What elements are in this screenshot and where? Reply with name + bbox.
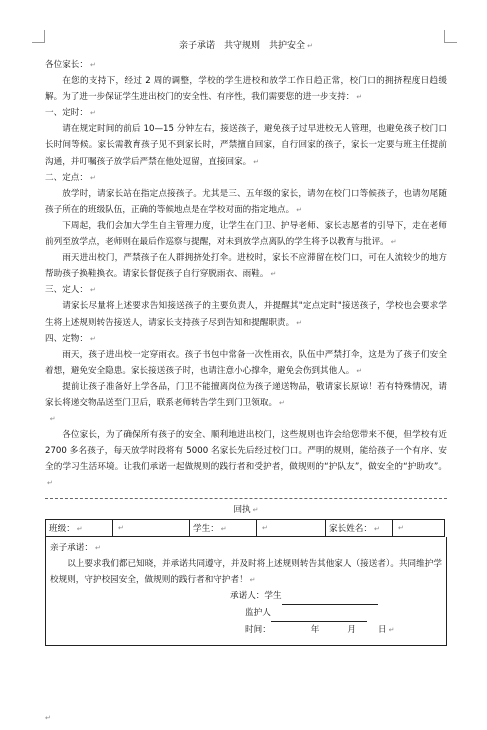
parent-label: 家长姓名： ↵ [326,519,393,536]
time-row: 时间： 年 月 日 ↵ [245,624,395,635]
receipt-table [45,519,445,537]
student-label: 学生： ↵ [190,519,257,536]
section-paragraph: 下周起，我们会加大学生自主管理力度，让学生在门卫、护导老师、家长志愿者的引导下，走在老师前列至放学点，老师则在最后作巡察与提醒，对未到放学点离队的学生将予以教育与批评。 ↵ [45,220,447,248]
guardian-field[interactable] [271,612,367,622]
promise-box [45,537,447,646]
section-heading: 三、定人： ↵ [45,285,96,296]
student-field[interactable]: ↵ [257,519,326,536]
salutation: 各位家长： ↵ [45,60,96,70]
section-heading: 二、定点： ↵ [45,172,96,183]
empty-line: ↵ [49,415,56,424]
cut-line [45,498,447,499]
receipt-title: 回执 ↵ [233,504,259,515]
signer-field[interactable] [282,595,378,605]
section-paragraph: 放学时，请家长站在指定点接孩子。尤其是三、五年级的家长，请勿在校门口等候孩子，也请勿尾随孩子所在的班级队伍，正确的等候地点是在学校对面的指定地点。 ↵ [45,188,447,215]
class-label: 班级： ↵ [46,519,113,536]
crop-mark-top-left [32,30,45,43]
section-paragraph: 雨天，孩子进出校一定穿雨衣。孩子书包中常备一次性雨衣，队伍中严禁打伞，这是为了孩子们安全着想，避免安全隐患。家长接送孩子时，也请注意小心撑伞，避免会伤到其他人。 ↵ [45,349,447,376]
end-mark: ↵ [45,714,51,722]
section-heading: 一、定时： ↵ [45,108,96,119]
guardian-row: 监护人 [50,605,442,622]
promise-label: 亲子承诺： ↵ [50,542,101,553]
class-field[interactable]: ↵ [113,519,190,536]
document-title: 亲子承诺 共守规则 共护安全 ↵ [179,41,313,51]
document-body [45,38,447,646]
section-paragraph: 请家长尽量将上述要求告知接送孩子的主要负责人，并提醒其"定点定时"接送孩子，学校也会要求学生将上述规则转告接送人，请家长支持孩子尽到告知和提醒职责。 ↵ [45,301,447,328]
section-paragraph: 雨天进出校门，严禁孩子在人群拥挤处打伞。进校时，家长不应滞留在校门口，可在人流较少的地方帮助孩子换鞋换衣。请家长督促孩子自行穿脱雨衣、雨鞋。 ↵ [45,253,447,280]
intro-paragraph: 在您的支持下，经过 2 周的调整，学校的学生进校和放学工作日趋正常，校门口的拥挤程度日趋缓解。为了进一步保证学生进出校门的安全性、有序性，我们需要您的进一步支持： ↵ [45,76,447,103]
signer-row: 承诺人：学生 [50,588,442,605]
section-paragraph: 提前让孩子准备好上学各品，门卫不能擅离岗位为孩子递送物品，敬请家长原谅！若有特殊情况，请家长将递交物品送至门卫后，联系老师转告学生到门卫领取。 ↵ [45,381,447,408]
promise-text: 以上要求我们都已知晓，并承诺共同遵守，并及时将上述规则转告其他家人（接送者）。共同维护学校规则，守护校园安全，做规则的践行者和守护者！ ↵ [50,558,442,585]
closing-paragraph: 各位家长，为了确保所有孩子的安全、顺利地进出校门，这些规则也许会给您带来不便，但学校有近 2700 多名孩子，每天放学时段将有 5000 名家长先后经过校门口。严明的规则，能给孩子一个有序、安全的学习生活环境。让我们承诺一起做规则的践行者和受护者，做规则的“护队友”，做安全的“护助攻”。↵ [45,430,447,488]
parent-field[interactable]: ↵ [393,519,445,536]
section-paragraph: 请在规定时间的前后 10—15 分钟左右，接送孩子，避免孩子过早进校无人管理，也避免孩子校门口长时间等候。家长需教育孩子见不到家长时，严禁擅自回家，自行回家的孩子，家长一定要与班主任提前沟通，并叮嘱孩子放学后严禁在他处逗留，直接回家。 ↵ [45,124,447,167]
section-heading: 四、定物： ↵ [45,333,96,344]
